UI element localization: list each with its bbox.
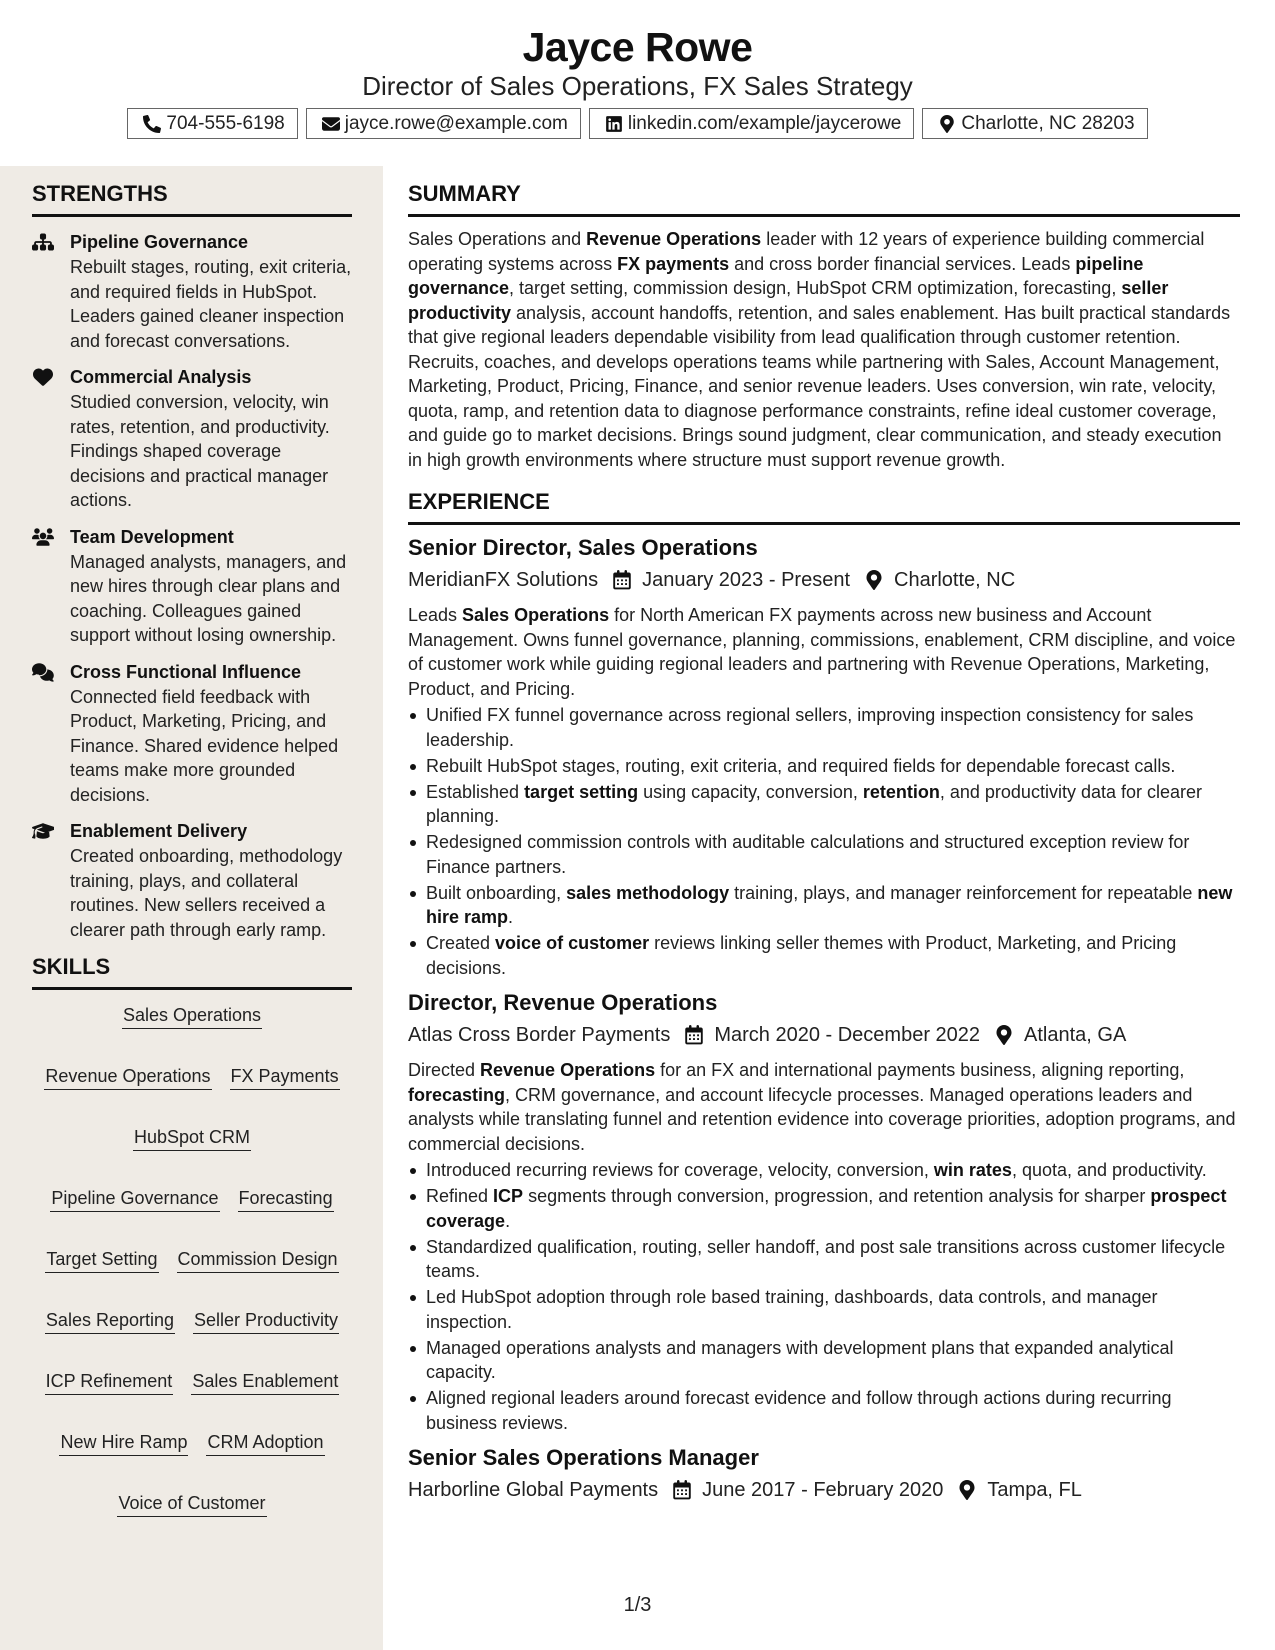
strength-item — [32, 524, 352, 648]
emphasis-text: Revenue Operations — [586, 229, 762, 249]
strength-title: Team Development — [70, 526, 234, 547]
text-run: Sales Operations and — [408, 229, 587, 249]
skills-heading: SKILLS — [32, 953, 352, 990]
job-company: Atlas Cross Border Payments — [408, 1024, 671, 1046]
job-bullets — [408, 703, 1240, 980]
skill-tag: HubSpot CRM — [133, 1126, 251, 1151]
job-entry — [408, 988, 1240, 1435]
contact-phone[interactable] — [127, 108, 297, 139]
skill-tag: New Hire Ramp — [59, 1431, 188, 1456]
candidate-headline: Director of Sales Operations, FX Sales Strategy — [362, 71, 913, 101]
strength-item — [32, 229, 352, 353]
job-dates: March 2020 - December 2022 — [714, 1024, 981, 1046]
strength-item — [32, 659, 352, 808]
text-run: , quota, and productivity. — [1011, 1160, 1207, 1180]
text-run: Rebuilt HubSpot stages, routing, exit criteria, and required fields for dependable forecast calls. — [426, 755, 1176, 776]
emphasis-text: voice of customer — [495, 933, 650, 953]
map-marker-icon — [957, 1480, 977, 1500]
job-bullet — [408, 754, 1240, 779]
emphasis-text: retention — [862, 781, 940, 802]
contact-email[interactable] — [306, 108, 581, 139]
strengths-heading: STRENGTHS — [32, 180, 352, 217]
text-run: Aligned regional leaders around forecast evidence and follow through actions during recurring business reviews. — [426, 1388, 1172, 1433]
heart-icon — [32, 364, 70, 513]
contact-linkedin[interactable] — [589, 108, 915, 139]
strength-description: Studied conversion, velocity, win rates, retention, and productivity. Findings shaped coverage decisions and practical manager actions. — [70, 392, 330, 510]
job-bullet — [408, 780, 1240, 829]
text-run: Established — [426, 781, 525, 802]
job-location: Atlanta, GA — [1024, 1024, 1127, 1046]
job-description — [408, 1058, 1240, 1156]
text-run: leader with 12 years of experience building commercial operating systems across — [408, 229, 1205, 274]
skill-tag: CRM Adoption — [206, 1431, 324, 1456]
text-run: for North American FX payments across new business and Account Management. Owns funnel governance, planning, commissions, enablement, CRM discipline, and voice of customer work while guiding regional leaders and partnering with Revenue Operations, Marketing, Product, and Pricing. — [408, 605, 1236, 699]
map-marker-icon — [864, 570, 884, 590]
emphasis-text: seller productivity — [408, 278, 1169, 323]
skill-tag: Target Setting — [45, 1248, 158, 1273]
emphasis-text: Sales Operations — [462, 605, 610, 625]
emphasis-text: sales methodology — [566, 882, 730, 903]
job-dates: June 2017 - February 2020 — [702, 1479, 944, 1501]
summary-heading: SUMMARY — [408, 180, 1240, 217]
summary-text — [408, 227, 1240, 472]
emphasis-text: FX payments — [617, 253, 730, 274]
text-run: segments through conversion, progression, and retention analysis for sharper — [523, 1186, 1151, 1206]
calendar-icon — [612, 570, 632, 590]
text-run: and cross border financial services. Leads — [729, 253, 1076, 274]
skill-tag: ICP Refinement — [45, 1370, 174, 1395]
job-location: Tampa, FL — [987, 1479, 1082, 1501]
text-run: Leads — [408, 605, 463, 625]
skill-tag: Voice of Customer — [117, 1492, 266, 1517]
strength-description: Rebuilt stages, routing, exit criteria, and required fields in HubSpot. Leaders gained cleaner inspection and forecast conversations. — [70, 257, 352, 351]
page-number: 1/3 — [623, 1594, 652, 1616]
strength-title: Enablement Delivery — [70, 821, 248, 841]
skills-list — [32, 1004, 352, 1517]
emphasis-text: ICP — [493, 1186, 524, 1206]
contact-location — [922, 108, 1147, 139]
emphasis-text: win rates — [933, 1160, 1012, 1180]
text-run: reviews linking seller themes with Product, Marketing, and Pricing decisions. — [426, 933, 1177, 978]
job-entry — [408, 533, 1240, 980]
text-run: , CRM governance, and account lifecycle processes. Managed operations leaders and analysts while translating funnel and retention evidence into coverage priorities, adoption programs, and commercial decisions. — [408, 1084, 1236, 1154]
calendar-icon — [684, 1025, 704, 1045]
job-entry — [408, 1443, 1240, 1505]
emphasis-text: forecasting — [408, 1084, 506, 1105]
emphasis-text: new hire ramp — [426, 882, 1233, 927]
contact-location-text: Charlotte, NC 28203 — [961, 112, 1135, 134]
resume-header — [0, 22, 1275, 139]
job-title: Senior Sales Operations Manager — [408, 1445, 759, 1470]
skill-tag: Forecasting — [238, 1187, 334, 1212]
skill-tag: Sales Enablement — [191, 1370, 339, 1395]
skill-tag: Revenue Operations — [44, 1065, 211, 1090]
contact-bar — [0, 108, 1275, 139]
contact-linkedin-text: linkedin.com/example/jaycerowe — [627, 112, 902, 134]
job-bullet — [408, 881, 1240, 930]
comments-icon — [32, 659, 70, 808]
skill-tag: Pipeline Governance — [50, 1187, 219, 1212]
job-meta — [408, 1475, 1240, 1505]
job-bullet — [408, 830, 1240, 879]
text-run: Managed operations analysts and managers with development plans that expanded analytical capacity. — [426, 1337, 1174, 1382]
text-run: using capacity, conversion, — [638, 781, 863, 802]
sidebar — [0, 166, 383, 1650]
map-marker-icon — [937, 114, 957, 134]
job-description — [408, 603, 1240, 701]
text-run: Standardized qualification, routing, seller handoff, and post sale transitions across customer lifecycle teams. — [426, 1236, 1226, 1281]
job-company: Harborline Global Payments — [408, 1479, 659, 1501]
job-meta — [408, 1020, 1240, 1050]
contact-email-text: jayce.rowe@example.com — [344, 112, 568, 134]
text-run: , and productivity data for clearer planning. — [426, 781, 1203, 826]
emphasis-text: prospect coverage — [426, 1186, 1227, 1231]
text-run: Unified FX funnel governance across regional sellers, improving inspection consistency for sales leadership. — [426, 705, 1194, 750]
job-title: Senior Director, Sales Operations — [408, 535, 758, 560]
text-run: Led HubSpot adoption through role based training, dashboards, data controls, and manager inspection. — [426, 1287, 1158, 1332]
job-bullet — [408, 1158, 1240, 1183]
sitemap-icon — [32, 229, 70, 353]
strength-item — [32, 818, 352, 942]
skill-tag: Sales Operations — [122, 1004, 262, 1029]
job-bullet — [408, 1235, 1240, 1284]
contact-phone-text: 704-555-6198 — [166, 112, 285, 134]
job-company: MeridianFX Solutions — [408, 569, 599, 591]
text-run: Built onboarding, — [426, 882, 567, 903]
strength-description: Managed analysts, managers, and new hires through clear plans and coaching. Colleagues gained support without losing ownership. — [70, 551, 347, 645]
text-run: for an FX and international payments business, aligning reporting, — [655, 1060, 1185, 1080]
job-bullet — [408, 1336, 1240, 1385]
text-run: analysis, account handoffs, retention, and sales enablement. Has built practical standards that give regional leaders dependable visibility from lead qualification through customer retention. Recruits, coaches, and develops operations teams while partnering with Sales, Account Management, Marketing, Product, Pricing, Finance, and senior revenue leaders. Uses conversion, win rate, velocity, quota, ramp, and retention data to diagnose performance constraints, refine ideal customer coverage, and guide go to market decisions. Brings sound judgment, clear communication, and steady execution in high growth environments where structure must support revenue growth. — [408, 302, 1231, 470]
phone-icon — [142, 114, 162, 134]
calendar-icon — [672, 1480, 692, 1500]
emphasis-text: Revenue Operations — [480, 1060, 656, 1080]
strength-description: Created onboarding, methodology training, plays, and collateral routines. New sellers received a clearer path through early ramp. — [70, 846, 343, 940]
strength-title: Cross Functional Influence — [70, 661, 302, 682]
emphasis-text: pipeline governance — [408, 253, 1144, 298]
text-run: Introduced recurring reviews for coverage, velocity, conversion, — [426, 1160, 934, 1180]
strength-title: Commercial Analysis — [70, 367, 252, 387]
job-bullets — [408, 1158, 1240, 1435]
strength-title: Pipeline Governance — [70, 232, 249, 252]
text-run: . — [505, 1210, 511, 1231]
skill-tag: FX Payments — [230, 1065, 340, 1090]
envelope-icon — [321, 114, 341, 134]
job-bullet — [408, 1184, 1240, 1233]
strength-item — [32, 364, 352, 513]
job-location: Charlotte, NC — [894, 569, 1016, 591]
graduation-cap-icon — [32, 818, 70, 942]
text-run: Created — [426, 933, 496, 953]
emphasis-text: target setting — [524, 781, 639, 802]
job-meta — [408, 565, 1240, 595]
job-bullet — [408, 931, 1240, 980]
text-run: Redesigned commission controls with auditable calculations and structured exception review for Finance partners. — [426, 832, 1190, 877]
job-dates: January 2023 - Present — [642, 569, 850, 591]
skill-tag: Sales Reporting — [45, 1309, 175, 1334]
candidate-name: Jayce Rowe — [522, 24, 753, 70]
strengths-list — [32, 229, 352, 942]
users-icon — [32, 524, 70, 648]
job-bullet — [408, 1285, 1240, 1334]
strength-description: Connected field feedback with Product, Marketing, Pricing, and Finance. Shared evidence helped teams make more grounded decisions. — [70, 686, 339, 805]
job-bullet — [408, 703, 1240, 752]
job-title: Director, Revenue Operations — [408, 990, 718, 1015]
experience-heading: EXPERIENCE — [408, 488, 1240, 525]
main-content — [408, 180, 1240, 1505]
skill-tag: Seller Productivity — [193, 1309, 339, 1334]
text-run: Refined — [426, 1186, 494, 1206]
linkedin-icon — [604, 114, 624, 134]
job-bullet — [408, 1386, 1240, 1435]
map-marker-icon — [994, 1025, 1014, 1045]
text-run: . — [508, 907, 514, 927]
text-run: Directed — [408, 1060, 481, 1080]
text-run: training, plays, and manager reinforcement for repeatable — [729, 882, 1198, 903]
text-run: , target setting, commission design, HubSpot CRM optimization, forecasting, — [509, 278, 1122, 298]
skill-tag: Commission Design — [177, 1248, 339, 1273]
